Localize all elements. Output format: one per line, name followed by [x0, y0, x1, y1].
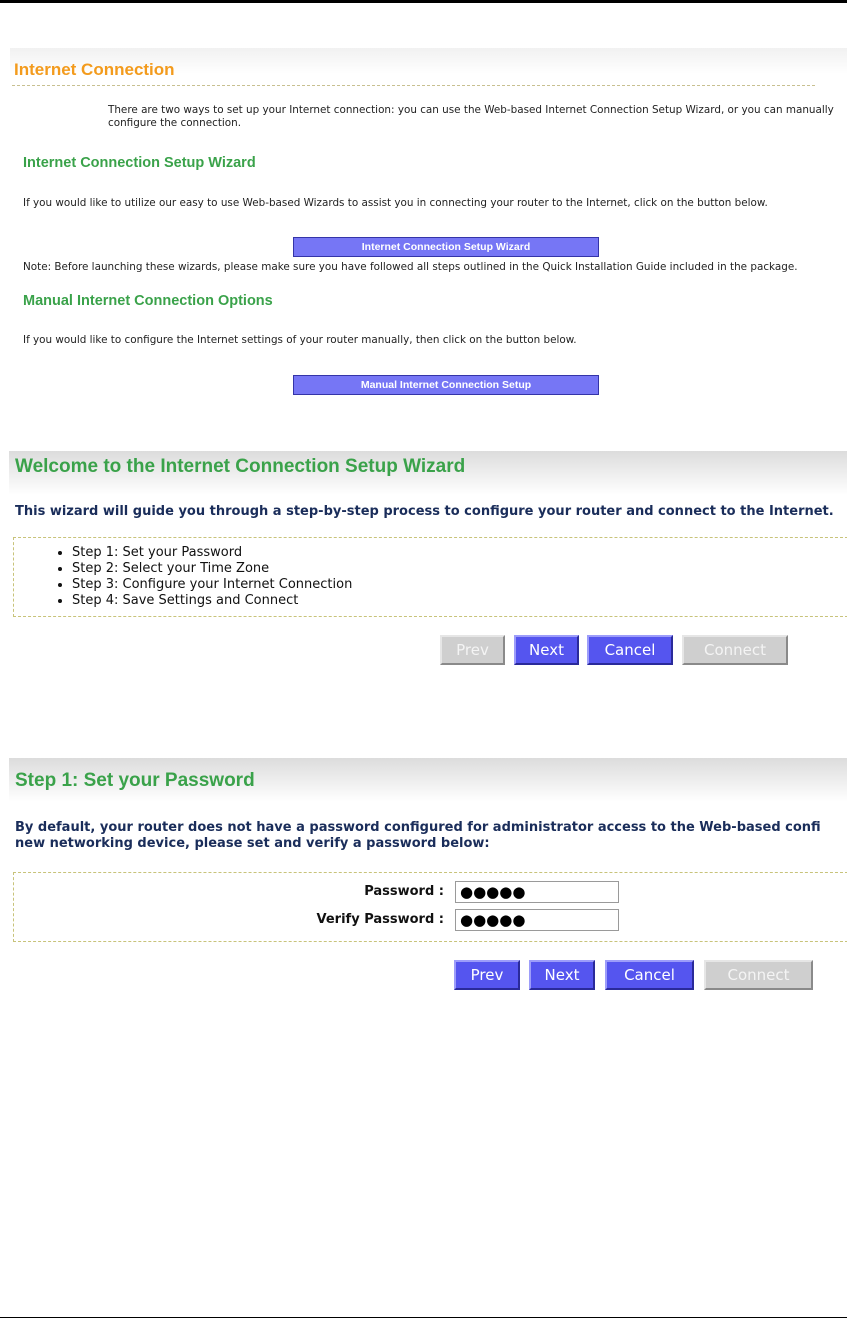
verify-password-label: Verify Password : — [316, 912, 444, 927]
password-form-box — [13, 872, 847, 942]
password-row — [14, 881, 847, 903]
connect-button[interactable]: Connect — [704, 960, 813, 990]
page-title: Internet Connection — [14, 60, 175, 79]
step1-description-line1: By default, your router does not have a password configured for administrator access to the Web-based confi — [15, 820, 821, 835]
password-label: Password : — [364, 884, 444, 899]
step1-description-line2: new networking device, please set and verify a password below: — [15, 836, 490, 851]
set-password-panel — [9, 758, 847, 998]
steps-list — [14, 538, 847, 609]
connect-button[interactable]: Connect — [682, 635, 788, 665]
note-label: Note: — [23, 261, 52, 273]
verify-password-input[interactable] — [455, 909, 619, 931]
step-item: • Step 2: Select your Time Zone — [72, 561, 847, 577]
next-button[interactable]: Next — [514, 635, 579, 665]
title-divider — [12, 85, 815, 86]
step-item: • Step 4: Save Settings and Connect — [72, 593, 847, 609]
step1-description — [15, 820, 821, 852]
prev-button[interactable]: Prev — [454, 960, 520, 990]
prev-button[interactable]: Prev — [440, 635, 505, 665]
step1-title: Step 1: Set your Password — [15, 770, 255, 791]
intro-text: There are two ways to set up your Internet connection: you can use the Web-based Internet Connection Setup Wizard, or you can manually configure the connection. — [108, 104, 834, 129]
manual-text: If you would like to configure the Internet settings of your router manually, then click on the button below. — [23, 334, 577, 346]
bottom-rule — [0, 1317, 847, 1318]
note-body: Before launching these wizards, please make sure you have followed all steps outlined in the Quick Installation Guide included in the package. — [51, 261, 798, 273]
cancel-button[interactable]: Cancel — [587, 635, 673, 665]
cancel-button[interactable]: Cancel — [605, 960, 694, 990]
step-item: • Step 1: Set your Password — [72, 545, 847, 561]
steps-box — [13, 537, 847, 617]
step-item: • Step 3: Configure your Internet Connection — [72, 577, 847, 593]
top-rule — [0, 0, 847, 3]
welcome-wizard-panel — [9, 451, 847, 671]
wizard-text: If you would like to utilize our easy to use Web-based Wizards to assist you in connecting your router to the Internet, click on the button below. — [23, 197, 768, 209]
internet-connection-panel — [10, 48, 847, 418]
manual-internet-connection-setup-button[interactable]: Manual Internet Connection Setup — [293, 375, 599, 395]
next-button[interactable]: Next — [529, 960, 595, 990]
note-text — [23, 261, 798, 273]
welcome-title: Welcome to the Internet Connection Setup Wizard — [15, 456, 466, 477]
wizard-heading: Internet Connection Setup Wizard — [23, 155, 256, 171]
internet-connection-setup-wizard-button[interactable]: Internet Connection Setup Wizard — [293, 237, 599, 257]
welcome-description: This wizard will guide you through a step-by-step process to configure your router and connect to the Internet. — [15, 504, 834, 519]
manual-heading: Manual Internet Connection Options — [23, 293, 273, 309]
password-input[interactable] — [455, 881, 619, 903]
verify-password-row — [14, 909, 847, 931]
